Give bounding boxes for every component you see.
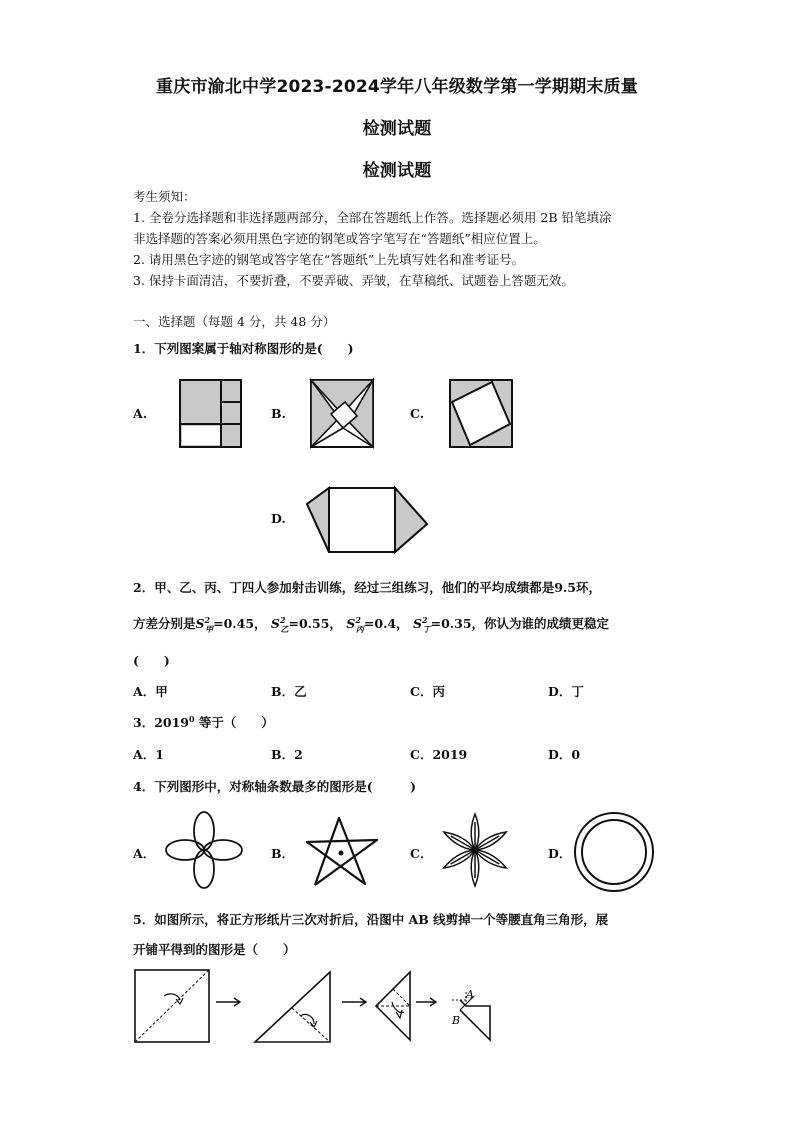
q2-option-d: D．丁 — [548, 684, 584, 699]
q4-figure-d-ring — [572, 810, 656, 894]
q4-option-a-label: A． — [133, 846, 156, 861]
notes-heading: 考生须知： — [133, 189, 196, 204]
exam-notes — [133, 186, 612, 291]
q3-option-b: B．2 — [271, 747, 303, 762]
question-1-stem: 1．下列图案属于轴对称图形的是( ) — [133, 341, 354, 356]
q3-option-c: C．2019 — [410, 747, 468, 762]
q4-figure-a-petals — [164, 810, 244, 890]
q1-option-b-label: B. — [271, 406, 286, 421]
q1-option-a-label: A. — [133, 406, 148, 421]
q4-figure-b-star — [303, 810, 383, 890]
notes-item: 1. 全卷分选择题和非选择题两部分，全部在答题纸上作答。选择题必须用 2B 铅笔填涂 — [133, 210, 612, 225]
q2-var-item: $S^2_甲$ — [195, 614, 214, 634]
q2-option-b: B．乙 — [271, 684, 307, 699]
q4-option-d-label: D． — [548, 846, 572, 861]
page-subtitle: 检测试题 — [362, 119, 432, 139]
notes-item: 3. 保持卡面清洁，不要折叠，不要弄破、弄皱，在草稿纸、试题卷上答题无效。 — [133, 273, 574, 288]
q3-option-d: D．0 — [548, 747, 581, 762]
q2-suffix: 你认为谁的成绩更稳定 — [484, 616, 610, 631]
question-4-stem: 4．下列图形中，对称轴条数最多的图形是( ) — [133, 779, 417, 794]
question-2-line1: 2．甲、乙、丙、丁四人参加射击训练，经过三组练习，他们的平均成绩都是9.5环， — [133, 580, 601, 595]
point-a-label: A — [466, 988, 474, 1001]
q4-option-c-label: C． — [410, 846, 433, 861]
q4-figure-c-flower — [440, 812, 510, 888]
page-title: 重庆市渝北中学2023-2024学年八年级数学第一学期期末质量 — [156, 77, 638, 97]
q2-option-c: C．丙 — [410, 684, 445, 699]
q1-option-d-label: D. — [271, 511, 286, 526]
q1-figure-d — [303, 484, 431, 556]
question-2-line3: ( ) — [133, 653, 170, 668]
q2-prefix: 方差分别是 — [133, 616, 196, 631]
q1-figure-a — [178, 378, 244, 450]
q1-option-c-label: C. — [410, 406, 425, 421]
question-2-line2: 方差分别是$S^2_甲=0.45$， $S^2_乙=0.55$， $S^2_丙=0.4$， $S^2_丁=0.35$，你认为谁的成绩更稳定 — [133, 614, 610, 634]
notes-item: 2. 请用黑色字迹的钢笔或答字笔在“答题纸”上先填写姓名和准考证号。 — [133, 252, 525, 267]
page-subtitle-repeat: 检测试题 — [362, 161, 432, 181]
question-5-line1: 5．如图所示，将正方形纸片三次对折后，沿图中 AB 线剪掉一个等腰直角三角形，展 — [133, 912, 609, 927]
q2-var-item: $S^2_丙$ — [346, 614, 364, 634]
q1-figure-c — [448, 378, 514, 450]
q2-option-a: A．甲 — [133, 684, 168, 699]
q2-var-item: $S^2_乙$ — [270, 614, 289, 634]
q1-figure-b — [309, 378, 375, 450]
point-b-label: B — [452, 1014, 461, 1027]
q5-folding-diagram — [130, 966, 500, 1046]
question-3-stem: 3．2019$^0$ 等于（ ） — [133, 713, 274, 730]
notes-item: 非选择题的答案必须用黑色字迹的钢笔或答字笔写在“答题纸”相应位置上。 — [133, 231, 546, 246]
q2-var-item: $S^2_丁$ — [413, 614, 431, 634]
q3-option-a: A．1 — [133, 747, 164, 762]
question-5-line2: 开铺平得到的图形是（ ） — [133, 942, 296, 957]
section-heading: 一、选择题（每题 4 分，共 48 分） — [133, 314, 336, 329]
q4-option-b-label: B． — [271, 846, 295, 861]
